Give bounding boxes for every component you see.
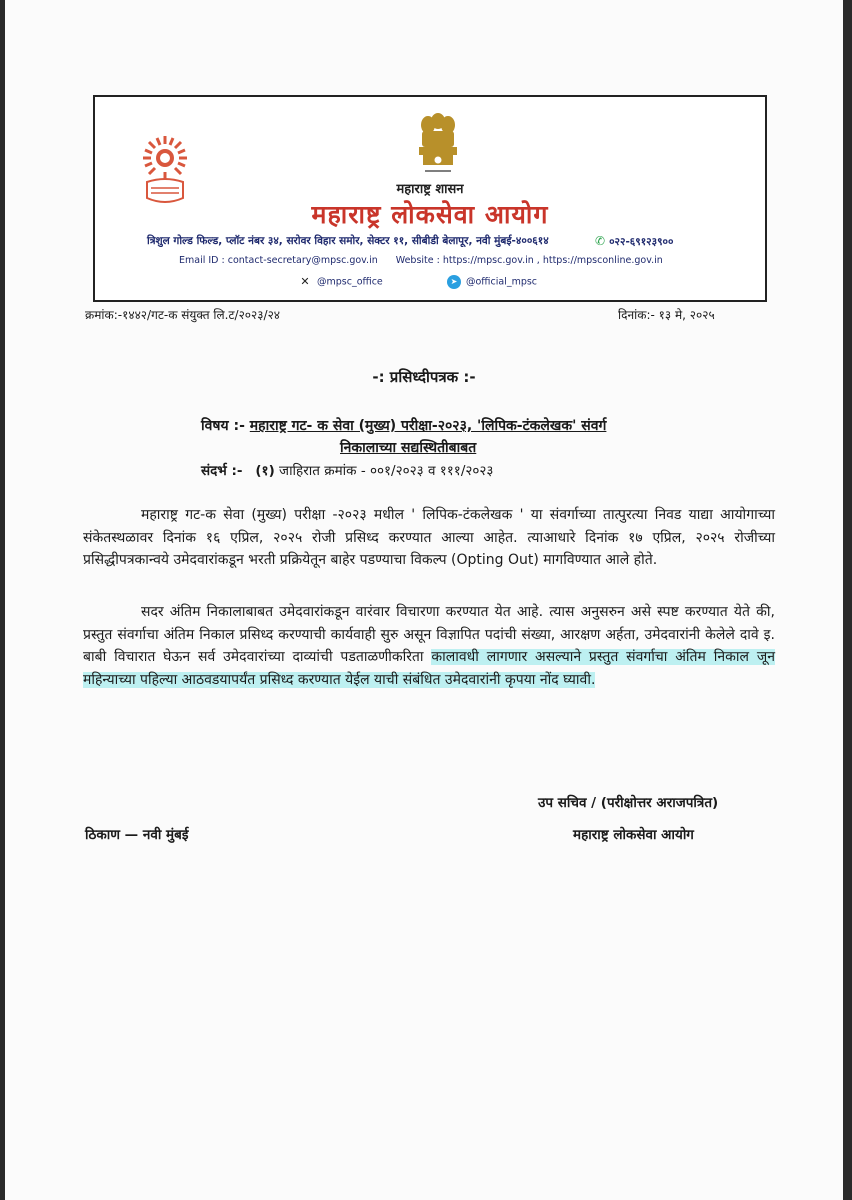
phone-icon: ✆ xyxy=(595,234,606,248)
body-paragraph-1: महाराष्ट्र गट-क सेवा (मुख्य) परीक्षा -२०२३ मधील ' लिपिक-टंकलेखक ' या संवर्गाच्या तात्पुरत्या निवड याद्या आयोगाच्या संकेतस्थळावर दिनांक १६ एप्रिल, २०२५ रोजी प्रसिध्द करण्यात आल्या आहेत. त्याआधारे दिनांक १७ एप्रिल, २०२५ रोजीच्या प्रसिद्धीपत्रकान्वये उमेदवारांकडून भरती प्रक्रियेतून बाहेर पडण्याचा विकल्प (Opting Out) मागविण्यात आले होते. xyxy=(83,507,775,569)
x-logo-icon: ✕ xyxy=(298,275,312,289)
reference-number: क्रमांक:-१४४२/गट-क संयुक्त लि.ट/२०२३/२४ xyxy=(85,308,281,322)
social-x-handle[interactable]: ✕ @mpsc_office xyxy=(298,275,383,289)
body-paragraph-2: सदर अंतिम निकालाबाबत उमेदवारांकडून वारंवार विचारणा करण्यात येत आहे. त्यास अनुसरुन असे स्पष्ट करण्यात येते की, प्रस्तुत संवर्गाचा अंतिम निकाल प्रसिध्द करण्याची कार्यवाही सुरु असून विज्ञापित पदांची संख्या, आरक्षण अर्हता, उमेदवारांनी केलेले दावे इ. बाबी विचारात घेऊन सर्व उमेदवारांच्या दाव्यांची पडताळणीकरिता कालावधी लागणार असल्याने प्रस्तुत संवर्गाचा अंतिम निकाल जून महिन्याच्या पहिल्या आठवडयापर्यंत प्रसिध्द करण्यात येईल याची संबंधित उमेदवारांनी कृपया नोंद घ्यावी. xyxy=(83,604,775,688)
phone-number: ✆ ०२२-६९१२३९०० xyxy=(595,234,674,248)
ashoka-emblem-icon xyxy=(413,109,463,177)
letter-date: दिनांक:- १३ मे, २०२५ xyxy=(618,308,715,322)
press-release-title: -: प्रसिध्दीपत्रक :- xyxy=(372,368,476,386)
email-address[interactable]: Email ID : contact-secretary@mpsc.gov.in xyxy=(179,255,378,266)
subject-label: विषय :- xyxy=(201,418,245,434)
website-links[interactable]: Website : https://mpsc.gov.in , https://mpsconline.gov.in xyxy=(395,255,663,266)
organisation-name: महाराष्ट्र लोकसेवा आयोग xyxy=(311,200,549,229)
reference-line xyxy=(201,461,493,479)
reference-label: संदर्भ :- xyxy=(201,463,243,479)
subject-text: महाराष्ट्र गट- क सेवा (मुख्य) परीक्षा-२०२३, 'लिपिक-टंकलेखक' संवर्ग xyxy=(249,418,607,434)
reference-number-tag: (१) xyxy=(255,463,275,479)
government-name: महाराष्ट्र शासन xyxy=(396,182,464,197)
social-telegram-handle[interactable]: ➤ @official_mpsc xyxy=(447,275,537,289)
document-page xyxy=(5,0,843,1200)
subject-line-1 xyxy=(201,416,606,435)
reference-text: जाहिरात क्रमांक - ००१/२०२३ व १११/२०२३ xyxy=(279,463,494,479)
signatory-organisation: महाराष्ट्र लोकसेवा आयोग xyxy=(573,827,694,843)
highlighted-text: कालावधी लागणार असल्याने प्रस्तुत संवर्गाचा अंतिम निकाल जून महिन्याच्या पहिल्या आठवडयापर्यंत प्रसिध्द करण्यात येईल याची संबंधित उमेदवारांनी कृपया नोंद घ्यावी. xyxy=(83,649,775,688)
contact-line xyxy=(179,255,663,266)
place: ठिकाण — नवी मुंबई xyxy=(85,827,189,843)
subject-line-2: निकालाच्या सद्यस्थितीबाबत xyxy=(340,440,477,456)
signatory-designation: उप सचिव / (परीक्षोत्तर अराजपत्रित) xyxy=(538,795,719,811)
office-address: त्रिशुल गोल्ड फिल्ड, प्लॉट नंबर ३४, सरोवर विहार समोर, सेक्टर ११, सीबीडी बेलापूर, नवी मुंबई-४००६१४ xyxy=(147,235,549,247)
letterhead xyxy=(93,95,767,302)
telegram-icon: ➤ xyxy=(447,275,461,289)
